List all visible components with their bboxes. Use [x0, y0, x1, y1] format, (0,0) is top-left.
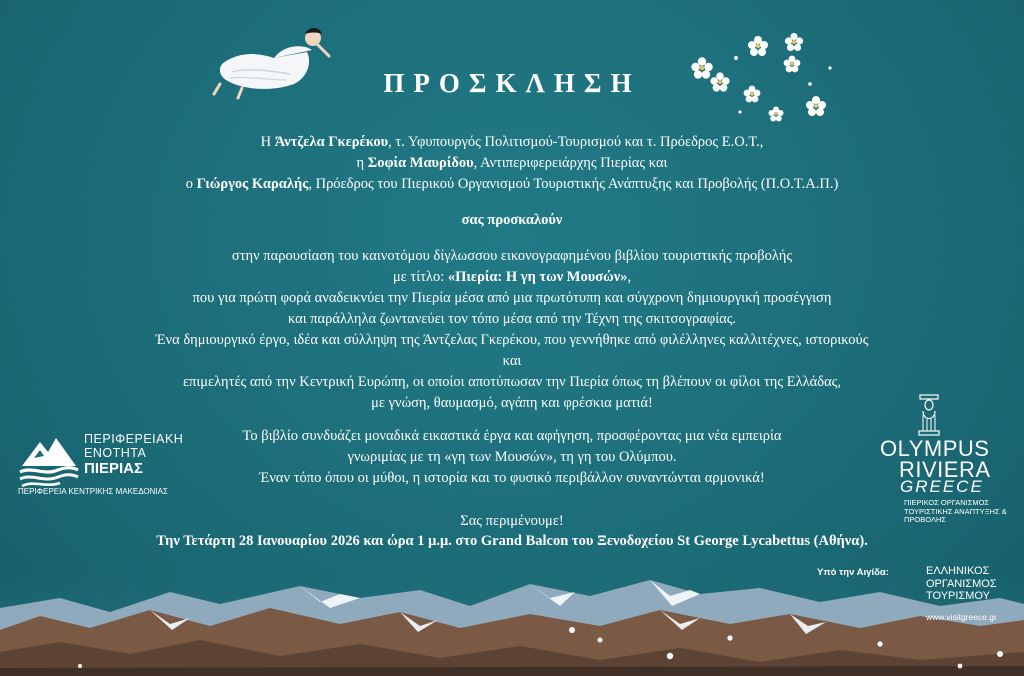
- right-logo-line2: RIVIERA: [899, 457, 991, 482]
- paragraph1-line1: στην παρουσίαση του καινοτόμου δίγλωσσου εικονογραφημένου βιβλίου τουριστικής προβολής: [231, 248, 793, 264]
- paragraph2-line1: Το βιβλίο συνδυάζει μοναδικά εικαστικά έργα και αφήγηση, προσφέροντας μια νέα εμπειρία: [242, 428, 782, 444]
- left-logo-line3: ΠΙΕΡΙΑΣ: [84, 460, 144, 477]
- host-line-2: η Σοφία Μαυρίδου, Αντιπεριφερειάρχης Πιερίας και: [356, 155, 668, 171]
- paragraph1-line7: με γνώση, θαυμασμό, αγάπη και φρέσκια ματιά!: [371, 395, 653, 411]
- left-logo-line4: ΠΕΡΙΦΕΡΕΙΑ ΚΕΝΤΡΙΚΗΣ ΜΑΚΕΔΟΝΙΑΣ: [18, 487, 168, 496]
- closing-line: Σας περιμένουμε!: [460, 513, 564, 529]
- paragraph2-line3: Έναν τόπο όπου οι μύθοι, η ιστορία και το φυσικό περιβάλλον συναντώνται αρμονικά!: [259, 470, 765, 486]
- host-line-1: Η Άντζελα Γκερέκου, τ. Υφυπουργός Πολιτισμού-Τουρισμού και τ. Πρόεδρος Ε.Ο.Τ.,: [260, 134, 764, 150]
- invite-word: σας προσκαλούν: [461, 212, 563, 228]
- patronage-org: ΕΛΛΗΝΙΚΟΣ ΟΡΓΑΝΙΣΜΟΣ ΤΟΥΡΙΣΜΟΥ: [926, 565, 997, 602]
- paragraph1-line5: Ένα δημιουργικό έργο, ιδέα και σύλληψη της Άντζελας Γκερέκου, που γεννήθηκε από φιλέλληνες καλλιτέχνες, ιστορικούς και: [155, 332, 869, 369]
- invitation-body: [150, 132, 874, 532]
- paragraph1-line6: επιμελητές από την Κεντρική Ευρώπη, οι οποίοι αποτύπωσαν την Πιερία όπως τη βλέπουν οι φίλοι της Ελλάδας,: [182, 374, 842, 390]
- pieria-regional-unit-logo: [18, 432, 184, 504]
- paragraph1-line2: με τίτλο: «Πιερία: Η γη των Μουσών»,: [392, 269, 632, 285]
- paragraph1-line4: και παράλληλα ζωντανεύει τον τόπο μέσα από την Τέχνη της σκιτσογραφίας.: [287, 311, 737, 327]
- column-statue-icon: [914, 393, 944, 437]
- event-date-line: Την Τετάρτη 28 Ιανουαρίου 2026 και ώρα 1 μ.μ. στο Grand Balcon του Ξενοδοχείου St George Lycabettus (Αθήνα).: [156, 533, 868, 549]
- right-logo-line3: GREECE: [900, 477, 984, 496]
- patronage-url: www.visitgreece.gr: [926, 612, 997, 622]
- host-line-3: ο Γιώργος Καραλής, Πρόεδρος του Πιερικού Οργανισμού Τουριστικής Ανάπτυξης και Προβολής (Π.Ο.Τ.Α.Π.): [185, 176, 839, 192]
- paragraph2-line2: γνωριμίας με τη «γη των Μουσών», τη γη του Ολύμπου.: [347, 449, 677, 465]
- right-logo-line4: ΠΙΕΡΙΚΟΣ ΟΡΓΑΝΙΣΜΟΣ ΤΟΥΡΙΣΤΙΚΗΣ ΑΝΑΠΤΥΞΗΣ & ΠΡΟΒΟΛΗΣ: [904, 498, 1007, 524]
- right-logo-line1: OLYMPUS: [880, 436, 990, 461]
- pieria-mountain-wave-icon: [18, 432, 80, 488]
- left-logo-line2: ΕΝΟΤΗΤΑ: [84, 446, 147, 460]
- patronage-block: [817, 565, 1017, 625]
- left-logo-line1: ΠΕΡΙΦΕΡΕΙΑΚΗ: [84, 432, 184, 446]
- olympus-riviera-logo: [880, 393, 1010, 543]
- paragraph1-line3: που για πρώτη φορά αναδεικνύει την Πιερία μέσα από μια πρωτότυπη και σύγχρονη δημιουργική προσέγγιση: [192, 290, 832, 306]
- patronage-label: Υπό την Αιγίδα:: [817, 567, 889, 578]
- invitation-title: ΠΡΟΣΚΛΗΣΗ: [383, 68, 641, 98]
